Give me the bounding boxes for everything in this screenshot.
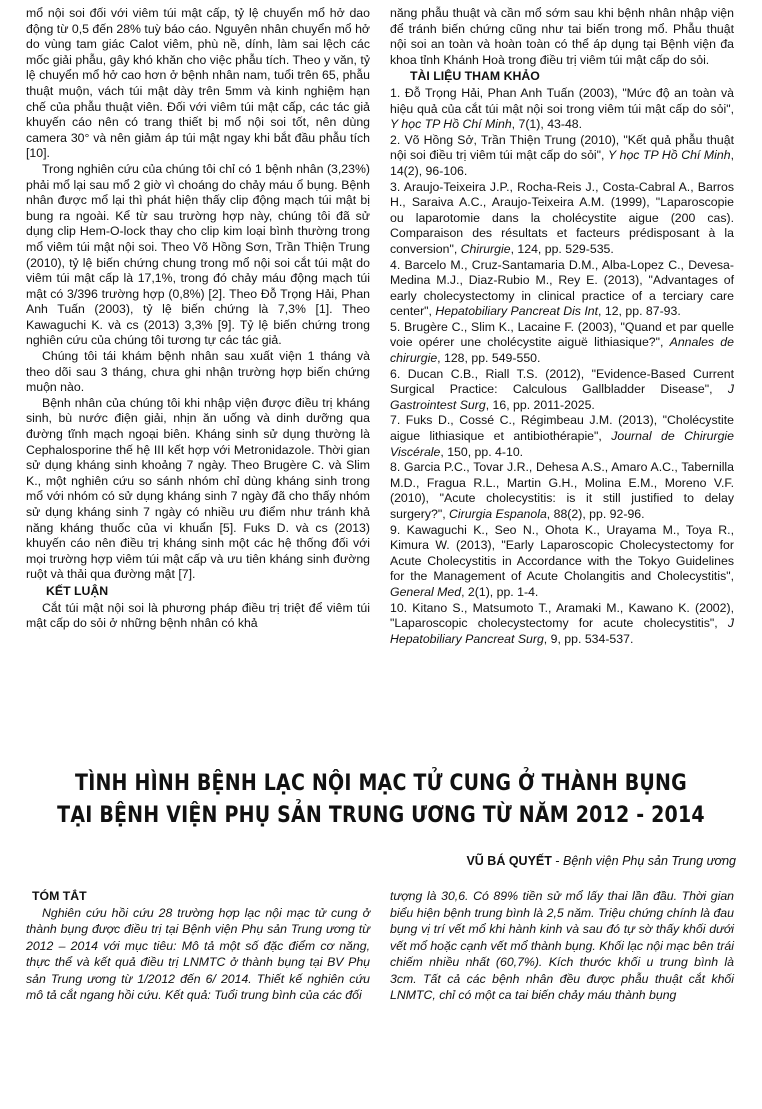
paragraph: năng phẫu thuật và cần mổ sớm sau khi bệnh nhân nhập viện để tránh biến chứng cũng như tai biến trong mổ. Phẫu thuật nội soi an toàn và hoàn toàn có thể áp dụng tại Bệnh viện đa khoa tỉnh Khánh Hoà trong điều trị viêm túi mật cấp do sỏi. [390, 6, 734, 67]
author-name: VŨ BÁ QUYẾT [466, 854, 552, 868]
article-title-line-1: TÌNH HÌNH BỆNH LẠC NỘI MẠC TỬ CUNG Ở THÀNH BỤNG [75, 770, 687, 796]
article-title-line-2: TẠI BỆNH VIỆN PHỤ SẢN TRUNG ƯƠNG TỪ NĂM 2012 - 2014 [57, 802, 705, 828]
reference-item: 6. Ducan C.B., Riall T.S. (2012), "Evidence-Based Current Surgical Practice: Calculous Gallbladder Disease", J Gastrointest Surg, 16, pp. 2011-2025. [390, 366, 734, 412]
abstract-text-continued: tượng là 30,6. Có 89% tiền sử mổ lấy thai lần đầu. Thời gian biểu hiện bệnh trung bình là 2,5 năm. Triệu chứng chính là đau bụng vị trí vết mổ khi hành kinh và sau đó tự sờ thấy khối dưới vết mổ hoặc cạnh vết mổ thành bụng. Khối lạc nội mạc bên trái chiếm nhiều nhất (60,7%). Kích thước khối u trung bình là 3cm. Tất cả các bệnh nhân đều được phẫu thuật cắt khối LNMTC, chỉ có một ca tai biến chảy máu thành bụng [390, 889, 734, 1002]
paragraph: mổ nội soi đối với viêm túi mật cấp, tỷ lệ chuyển mổ hở dao động từ 0,5 đến 28% tuỳ báo cáo. Nguyên nhân chuyển mổ hở do vùng tam giác Calot viêm, phù nề, dính, làm sai lệch các mốc giải phẫu, gây khó khăn cho việc phẫu tích. Theo y văn, tỷ lệ chuyển mổ hở cao hơn ở bệnh nhân nam, tuổi trên 65, phẫu thuật muộn, vách túi mật dày trên 5mm và kinh nghiệm hạn chế của phẫu thuật viên. Đối với viêm túi mật cấp, các tác giả khuyến cáo nên có trang thiết bị mổ nội soi tốt, nên dùng camera 30° và nên giảm áp túi mật ngay khi bắt đầu phẫu tích [10]. [26, 6, 370, 161]
references-heading: TÀI LIỆU THAM KHẢO [410, 69, 540, 84]
paragraph: Cắt túi mật nội soi là phương pháp điều trị triệt để viêm túi mật cấp do sỏi ở những bệnh nhân có khả [26, 600, 370, 631]
left-column [26, 6, 370, 632]
reference-item: 5. Brugère C., Slim K., Lacaine F. (2003), "Quand et par quelle voie opérer une cholécystite aiguë lithiasique?", Annales de chirurgie, 128, pp. 549-550. [390, 319, 734, 366]
paragraph: Chúng tôi tái khám bệnh nhân sau xuất viện 1 tháng và theo dõi sau 3 tháng, chưa ghi nhận trường hợp biến chứng muộn nào. [26, 349, 370, 395]
reference-item: 9. Kawaguchi K., Seo N., Ohota K., Urayama M., Toya R., Kimura W. (2013), "Early Laparoscopic Cholecystectomy for Acute Cholecystitis in Accordance with the Tokyo Guidelines for the Management of Acute Cholangitis and Cholecystitis", General Med, 2(1), pp. 1-4. [390, 522, 734, 599]
reference-item: 1. Đỗ Trọng Hải, Phan Anh Tuấn (2003), "Mức độ an toàn và hiệu quả của cắt túi mật nội soi trong viêm túi mật cấp do sỏi", Y học TP Hồ Chí Minh, 7(1), 43-48. [390, 85, 734, 132]
author-line [466, 854, 736, 868]
reference-item: 8. Garcia P.C., Tovar J.R., Dehesa A.S., Amaro A.C., Tabernilla M.D., Fragua R.L., Martin G.H., Molina E.M., Moreno V.F. (2010), "Acute cholecystitis: is it still justified to delay surgery?", Cirurgia Espanola, 88(2), pp. 92-96. [390, 460, 734, 521]
right-column [390, 6, 734, 647]
reference-item: 3. Araujo-Teixeira J.P., Rocha-Reis J., Costa-Cabral A., Barros H., Saraiva A.C., Araujo-Teixeira A.M. (1999), "Laparoscopie ou laparotomie dans la cholécystite aigue (200 cas). Comparaison des résultats et facteurs prédisposant à la conversion", Chirurgie, 124, pp. 529-535. [390, 179, 734, 256]
abstract-left [26, 888, 370, 1004]
author-affiliation: Bệnh viện Phụ sản Trung ương [563, 854, 736, 868]
author-separator: - [551, 854, 563, 868]
reference-item: 10. Kitano S., Matsumoto T., Aramaki M., Kawano K. (2002), "Laparoscopic cholecystectomy for acute cholecystitis", J Hepatobiliary Pancreat Surg, 9, pp. 534-537. [390, 600, 734, 646]
conclusion-heading: KẾT LUẬN [46, 583, 109, 598]
paragraph: Trong nghiên cứu của chúng tôi chỉ có 1 bệnh nhân (3,23%) phải mổ lại sau mổ 2 giờ vì choáng do chảy máu ổ bụng. Bệnh nhân được mổ lại thì phát hiện thấy clip động mạch túi mật bị bung ra ngoài. Kể từ sau trường hợp này, chúng tôi đã sử dụng clip Hem-O-lock thay cho clip kim loại bình thường trong mổ viêm túi mật nội soi. Theo Võ Hồng Sơn, Trần Thiện Trung (2010), tỷ lệ biến chứng chung trong mổ nội soi cắt túi mật do viêm túi mật cấp là 17,1%, trong đó chảy máu động mạch túi mật có 3/396 trường hợp (0,8%) [2]. Theo Đỗ Trọng Hải, Phan Anh Tuấn (2003), tỷ lệ biến chứng là 7,3% [1]. Theo Kawaguchi K. và cs (2013) 3,3% [9]. Tỷ lệ biến chứng trong nghiên cứu của chúng tôi tương tự các tác giả. [26, 161, 370, 348]
paragraph: Bệnh nhân của chúng tôi khi nhập viện được điều trị kháng sinh, bù nước điện giải, nhịn ăn uống và dinh dưỡng qua đường tĩnh mạch ngoại biên. Kháng sinh sử dụng thường là Cephalosporine thế hệ III kết hợp với Metronidazole. Thời gian sử dụng kháng sinh khoảng 7 ngày. Theo Brugère C. và Slim K., một nghiên cứu so sánh nhóm chỉ dùng kháng sinh trong mổ với nhóm có sử dụng kháng sinh 7 ngày đã cho thấy nhóm sử dụng kháng sinh 7 ngày có nhiều ưu điểm như tránh khả năng kháng thuốc của vi khuẩn [5]. Fuks D. và cs (2013) khuyến cáo nên điều trị kháng sinh một các hệ thống đối với mọi trường hợp viêm túi mật cấp và ưu tiên kháng sinh đường ruột và thải qua đường mật [7]. [26, 395, 370, 582]
abstract-heading: TÓM TẮT [32, 889, 87, 903]
reference-list [390, 86, 734, 647]
reference-item: 7. Fuks D., Cossé C., Régimbeau J.M. (2013), "Cholécystite aigue lithiasique et antibiothérapie", Journal de Chirurgie Viscérale, 150, pp. 4-10. [390, 413, 735, 459]
reference-item: 2. Võ Hồng Sở, Trần Thiện Trung (2010), "Kết quả phẫu thuật nội soi điều trị viêm túi mật cấp do sỏi", Y học TP Hồ Chí Minh, 14(2), 96-106. [390, 132, 734, 178]
abstract-text: Nghiên cứu hồi cứu 28 trường hợp lạc nội mạc tử cung ở thành bụng được điều trị tại Bệnh viện Phụ sản Trung ương từ 2012 – 2014 với mục tiêu: Mô tả một số đặc điểm cơ năng, thực thể và kết quả điều trị LNMTC ở thành bụng tại BV Phụ sản Trung ương từ 1/2012 đến 6/ 2014. Thiết kế nghiên cứu mô tả cắt ngang hồi cứu. Kết quả: Tuổi trung bình của các đối [26, 905, 370, 1002]
abstract-right [390, 888, 734, 1004]
reference-item: 4. Barcelo M., Cruz-Santamaria D.M., Alba-Lopez C., Devesa-Medina M.J., Diaz-Rubio M., Rey E. (2013), "Advantages of early cholecystectomy in clinical practice of a terciary care center", Hepatobiliary Pancreat Dis Int, 12, pp. 87-93. [390, 257, 734, 319]
